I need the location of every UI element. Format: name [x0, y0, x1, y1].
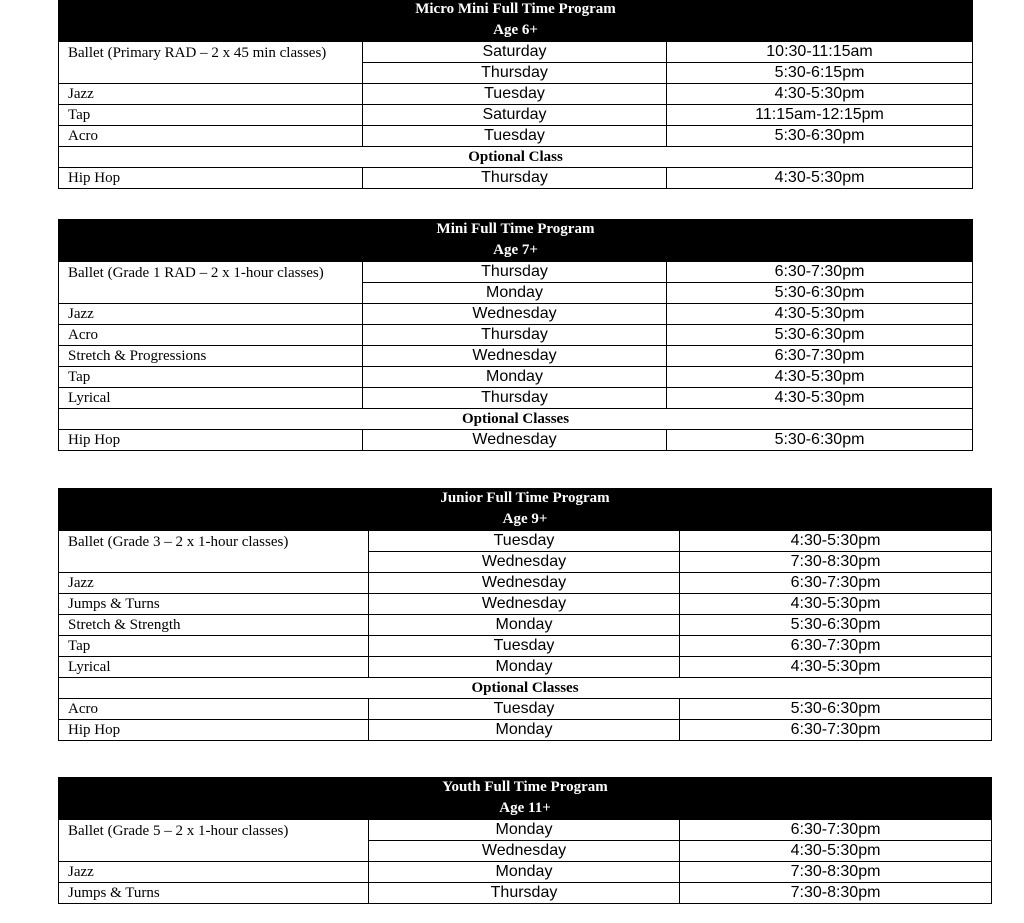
optional-label: Optional Class [59, 146, 973, 167]
class-name: Ballet (Grade 1 RAD – 2 x 1-hour classes) [59, 261, 363, 303]
class-name: Jazz [59, 303, 363, 324]
table-row [59, 614, 992, 635]
table-row [59, 572, 992, 593]
table-row [59, 167, 973, 188]
program-age: Age 6+ [59, 20, 973, 41]
table-row [59, 656, 992, 677]
table-row [59, 104, 973, 125]
class-day: Monday [369, 614, 680, 635]
class-day: Monday [369, 819, 680, 840]
optional-label: Optional Classes [59, 408, 973, 429]
class-day: Thursday [363, 324, 667, 345]
table-row [59, 125, 973, 146]
class-time: 4:30-5:30pm [680, 593, 992, 614]
class-time: 6:30-7:30pm [667, 345, 973, 366]
table-row [59, 819, 992, 840]
class-time: 5:30-6:30pm [667, 125, 973, 146]
class-time: 6:30-7:30pm [680, 572, 992, 593]
table-row [59, 366, 973, 387]
class-name: Ballet (Grade 3 – 2 x 1-hour classes) [59, 530, 369, 572]
class-time: 5:30-6:15pm [667, 62, 973, 83]
class-name: Lyrical [59, 387, 363, 408]
class-day: Thursday [363, 62, 667, 83]
class-name: Tap [59, 104, 363, 125]
class-day: Monday [369, 861, 680, 882]
class-day: Tuesday [363, 125, 667, 146]
class-time: 5:30-6:30pm [680, 698, 992, 719]
table-row [59, 530, 992, 551]
class-name: Hip Hop [59, 167, 363, 188]
table-row [59, 324, 973, 345]
class-name: Stretch & Progressions [59, 345, 363, 366]
optional-class-header [59, 677, 992, 698]
table-row [59, 882, 992, 903]
class-time: 11:15am-12:15pm [667, 104, 973, 125]
table-row [59, 41, 973, 62]
class-time: 6:30-7:30pm [680, 719, 992, 740]
class-day: Wednesday [363, 429, 667, 450]
table-row [59, 635, 992, 656]
class-name: Jazz [59, 572, 369, 593]
class-day: Saturday [363, 41, 667, 62]
class-time: 6:30-7:30pm [667, 261, 973, 282]
table-row [59, 593, 992, 614]
class-day: Monday [369, 656, 680, 677]
optional-class-header [59, 408, 973, 429]
class-time: 7:30-8:30pm [680, 551, 992, 572]
class-name: Jazz [59, 83, 363, 104]
class-day: Monday [369, 719, 680, 740]
class-name: Acro [59, 324, 363, 345]
class-time: 4:30-5:30pm [667, 366, 973, 387]
class-time: 5:30-6:30pm [667, 324, 973, 345]
class-time: 4:30-5:30pm [667, 303, 973, 324]
class-day: Wednesday [369, 551, 680, 572]
program-age: Age 9+ [59, 509, 992, 530]
table-row [59, 861, 992, 882]
class-day: Thursday [363, 167, 667, 188]
class-day: Wednesday [369, 572, 680, 593]
program-title: Mini Full Time Program [59, 219, 973, 240]
class-time: 4:30-5:30pm [667, 167, 973, 188]
class-name: Ballet (Primary RAD – 2 x 45 min classes) [59, 41, 363, 83]
class-time: 4:30-5:30pm [680, 840, 992, 861]
class-name: Tap [59, 635, 369, 656]
class-name: Hip Hop [59, 429, 363, 450]
class-day: Tuesday [369, 635, 680, 656]
table-row [59, 387, 973, 408]
class-name: Stretch & Strength [59, 614, 369, 635]
class-day: Monday [363, 282, 667, 303]
class-time: 4:30-5:30pm [680, 656, 992, 677]
class-name: Lyrical [59, 656, 369, 677]
class-time: 10:30-11:15am [667, 41, 973, 62]
class-time: 5:30-6:30pm [667, 429, 973, 450]
junior-program-table [58, 488, 992, 741]
table-row [59, 83, 973, 104]
program-title: Youth Full Time Program [59, 777, 992, 798]
class-name: Acro [59, 698, 369, 719]
class-name: Ballet (Grade 5 – 2 x 1-hour classes) [59, 819, 369, 861]
class-name: Jazz [59, 861, 369, 882]
table-row [59, 345, 973, 366]
optional-label: Optional Classes [59, 677, 992, 698]
class-name: Jumps & Turns [59, 593, 369, 614]
class-day: Thursday [363, 261, 667, 282]
table-row [59, 261, 973, 282]
class-name: Hip Hop [59, 719, 369, 740]
class-day: Wednesday [369, 840, 680, 861]
class-time: 5:30-6:30pm [680, 614, 992, 635]
class-time: 4:30-5:30pm [667, 83, 973, 104]
class-time: 7:30-8:30pm [680, 861, 992, 882]
table-row [59, 698, 992, 719]
class-time: 6:30-7:30pm [680, 635, 992, 656]
optional-class-header [59, 146, 973, 167]
class-day: Thursday [369, 882, 680, 903]
class-time: 5:30-6:30pm [667, 282, 973, 303]
program-title: Micro Mini Full Time Program [59, 0, 973, 20]
class-day: Wednesday [363, 303, 667, 324]
program-title: Junior Full Time Program [59, 488, 992, 509]
table-row [59, 303, 973, 324]
class-day: Thursday [363, 387, 667, 408]
class-time: 7:30-8:30pm [680, 882, 992, 903]
micro-mini-program-table [58, 0, 973, 189]
class-day: Tuesday [369, 530, 680, 551]
class-time: 6:30-7:30pm [680, 819, 992, 840]
class-time: 4:30-5:30pm [680, 530, 992, 551]
table-row [59, 429, 973, 450]
table-row [59, 719, 992, 740]
class-time: 4:30-5:30pm [667, 387, 973, 408]
class-name: Acro [59, 125, 363, 146]
class-day: Wednesday [369, 593, 680, 614]
mini-program-table [58, 219, 973, 451]
class-day: Tuesday [369, 698, 680, 719]
class-day: Monday [363, 366, 667, 387]
class-day: Wednesday [363, 345, 667, 366]
class-day: Tuesday [363, 83, 667, 104]
class-name: Tap [59, 366, 363, 387]
youth-program-table [58, 777, 992, 904]
program-age: Age 11+ [59, 798, 992, 819]
class-day: Saturday [363, 104, 667, 125]
class-name: Jumps & Turns [59, 882, 369, 903]
program-age: Age 7+ [59, 240, 973, 261]
